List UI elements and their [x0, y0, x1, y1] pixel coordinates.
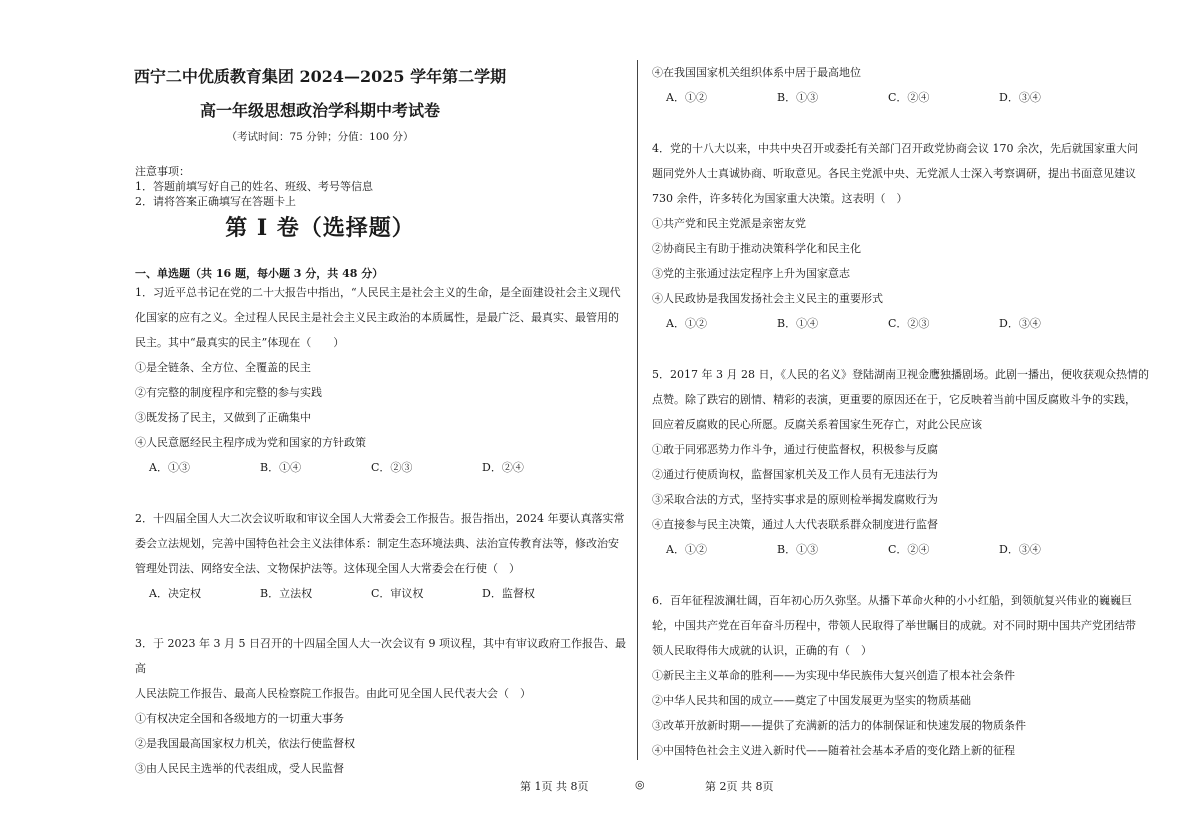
question-text-line: 化国家的应有之义。全过程人民民主是社会主义民主政治的本质属性，是最广泛、最真实、最管用的 — [135, 311, 619, 324]
choice-a: A．决定权 — [149, 587, 201, 600]
statement-option: ②中华人民共和国的成立——奠定了中国发展更为坚实的物质基础 — [652, 694, 971, 707]
choice-a: A．①② — [666, 543, 707, 556]
question-3 — [135, 631, 630, 781]
choice-c: C．②③ — [888, 317, 930, 330]
answer-choices — [652, 311, 1182, 336]
statement-option: ③改革开放新时期——提供了充满新的活力的体制保证和快速发展的物质条件 — [652, 719, 1026, 732]
statement-option: ③既发扬了民主，又做到了正确集中 — [135, 411, 311, 424]
choice-d: D．③④ — [999, 543, 1041, 556]
statement-option: ④在我国国家机关组织体系中居于最高地位 — [652, 66, 861, 79]
statement-option: ②协商民主有助于推动决策科学化和民主化 — [652, 242, 861, 255]
question-text-line: 1．习近平总书记在党的二十大报告中指出，“人民民主是社会主义的生命，是全面建设社会主义现代 — [135, 286, 621, 299]
choice-d: D．③④ — [999, 317, 1041, 330]
question-text-line: 题同党外人士真诚协商、听取意见。各民主党派中央、无党派人士深入考察调研，提出书面意见建议 — [652, 167, 1136, 180]
statement-option: ③采取合法的方式，坚持实事求是的原则检举揭发腐败行为 — [652, 493, 938, 506]
footer-left-page-number: 第 1页 共 8页 — [520, 780, 589, 793]
statement-option: ④中国特色社会主义进入新时代——随着社会基本矛盾的变化踏上新的征程 — [652, 744, 1015, 757]
question-text-line: 3．于 2023 年 3 月 5 日召开的十四届全国人大一次会议有 9 项议程，其中有审议政府工作报告、最高 — [135, 637, 626, 675]
question-6 — [652, 588, 1182, 763]
statement-option: ①新民主主义革命的胜利——为实现中华民族伟大复兴创造了根本社会条件 — [652, 669, 1015, 682]
question-text-line: 回应着反腐败的民心所愿。反腐关系着国家生死存亡，对此公民应该 — [652, 418, 982, 431]
choice-c: C．审议权 — [371, 587, 424, 600]
statement-option: ②是我国最高国家权力机关，依法行使监督权 — [135, 737, 355, 750]
statement-option: ②通过行使质询权，监督国家机关及工作人员有无违法行为 — [652, 468, 938, 481]
statement-option: ①敢于同邪恶势力作斗争，通过行使监督权，积极参与反腐 — [652, 443, 938, 456]
choice-d: D．监督权 — [482, 587, 535, 600]
section-title: 第 I 卷（选择题） — [225, 215, 415, 241]
statement-option: ③由人民民主选举的代表组成，受人民监督 — [135, 762, 344, 775]
notes-item: 1．答题前填写好自己的姓名、班级、考号等信息 — [135, 180, 373, 193]
footer-center-mark: ◎ — [635, 778, 645, 791]
choice-b: B．①③ — [777, 91, 819, 104]
notes-heading: 注意事项： — [135, 165, 190, 178]
notes-block — [135, 164, 373, 209]
question-1 — [135, 280, 630, 480]
answer-choices — [135, 455, 630, 480]
question-text-line: 6．百年征程波澜壮阔，百年初心历久弥坚。从播下革命火种的小小红船，到领航复兴伟业的巍巍巨 — [652, 594, 1132, 607]
choice-d: D．②④ — [482, 461, 524, 474]
statement-option: ①是全链条、全方位、全覆盖的民主 — [135, 361, 311, 374]
question-text-line: 民主。其中“最真实的民主”体现在（ ） — [135, 336, 345, 349]
question-text-line: 委会立法规划，完善中国特色社会主义法律体系：制定生态环境法典、法治宣传教育法等，修改治安 — [135, 537, 619, 550]
statement-option: ①共产党和民主党派是亲密友党 — [652, 217, 806, 230]
choice-b: B．立法权 — [260, 587, 313, 600]
question-text-line: 领人民取得伟大成就的认识，正确的有（ ） — [652, 644, 872, 657]
choice-b: B．①④ — [260, 461, 302, 474]
statement-option: ①有权决定全国和各级地方的一切重大事务 — [135, 712, 344, 725]
question-3-continued — [652, 60, 1182, 110]
question-4 — [652, 136, 1182, 336]
question-text-line: 管理处罚法、网络安全法、文物保护法等。这体现全国人大常委会在行使（ ） — [135, 562, 520, 575]
question-text-line: 5．2017 年 3 月 28 日，《人民的名义》登陆湖南卫视金鹰独播剧场。此剧一播出，便收获观众热情的 — [652, 368, 1149, 381]
notes-item: 2．请将答案正确填写在答题卡上 — [135, 195, 296, 208]
question-text-line: 730 余件，许多转化为国家重大决策。这表明（ ） — [652, 192, 908, 205]
answer-choices — [652, 537, 1182, 562]
answer-choices — [652, 85, 1182, 110]
statement-option: ③党的主张通过法定程序上升为国家意志 — [652, 267, 850, 280]
choice-b: B．①④ — [777, 317, 819, 330]
choice-a: A．①② — [666, 317, 707, 330]
question-text-line: 2．十四届全国人大二次会议听取和审议全国人大常委会工作报告。报告指出，2024 年要认真落实常 — [135, 512, 625, 525]
question-text-line: 人民法院工作报告、最高人民检察院工作报告。由此可见全国人民代表大会（ ） — [135, 687, 531, 700]
choice-d: D．③④ — [999, 91, 1041, 104]
choice-c: C．②③ — [371, 461, 413, 474]
question-text-line: 4．党的十八大以来，中共中央召开或委托有关部门召开政党协商会议 170 余次，先后就国家重大问 — [652, 142, 1138, 155]
choice-a: A．①③ — [149, 461, 190, 474]
exam-title-line2: 高一年级思想政治学科期中考试卷 — [199, 101, 440, 120]
exam-title-line1: 西宁二中优质教育集团 2024—2025 学年第二学期 — [133, 67, 507, 86]
question-text-line: 轮，中国共产党在百年奋斗历程中，带领人民取得了举世瞩目的成就。对不同时期中国共产党团结带 — [652, 619, 1136, 632]
question-text-line: 点赞。除了跌宕的剧情、精彩的表演，更重要的原因还在于，它反映着当前中国反腐败斗争的实践， — [652, 393, 1136, 406]
statement-option: ④人民政协是我国发扬社会主义民主的重要形式 — [652, 292, 883, 305]
question-5 — [652, 362, 1182, 562]
footer-right-page-number: 第 2页 共 8页 — [705, 780, 774, 793]
answer-choices — [135, 581, 630, 606]
choice-a: A．①② — [666, 91, 707, 104]
statement-option: ④直接参与民主决策，通过人大代表联系群众制度进行监督 — [652, 518, 938, 531]
statement-option: ④人民意愿经民主程序成为党和国家的方针政策 — [135, 436, 366, 449]
question-2 — [135, 506, 630, 606]
exam-info: （考试时间：75 分钟；分值：100 分） — [226, 131, 414, 143]
choice-c: C．②④ — [888, 543, 930, 556]
choice-b: B．①③ — [777, 543, 819, 556]
part-heading: 一、单选题（共 16 题，每小题 3 分，共 48 分） — [135, 267, 384, 280]
statement-option: ②有完整的制度程序和完整的参与实践 — [135, 386, 322, 399]
choice-c: C．②④ — [888, 91, 930, 104]
column-divider — [637, 60, 638, 760]
